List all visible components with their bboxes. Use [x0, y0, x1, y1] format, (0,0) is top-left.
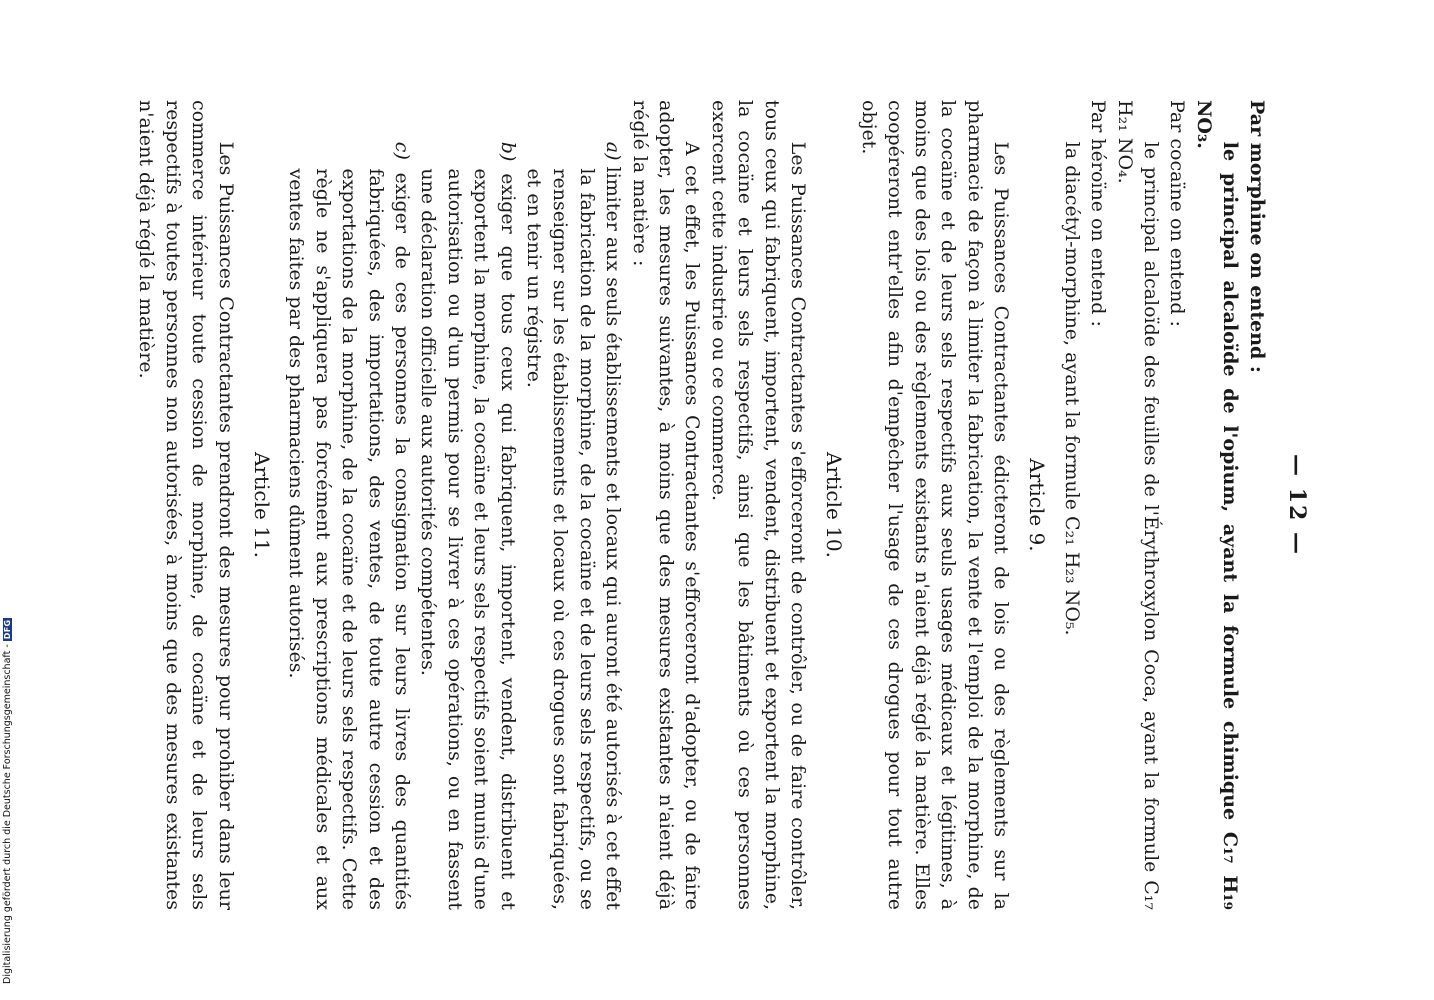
heroine-definition: la diacétyl-morphine, ayant la formule C₂₁ H₂₃ NO₅.: [1060, 141, 1083, 636]
article-10-item-a: [521, 142, 627, 910]
item-label: b): [496, 141, 519, 162]
item-text: exiger de ces personnes la consignation sur leurs livres des quantités fabriquées, des importations, des ventes, de toute autre cession et des exportations de la morphine, de la cocaïne et de leurs sels respectifs. Cette règle ne s'appliquera pas forcément aux prescriptions médicales et aux ventes faites par des pharmaciens dûment autorisés.: [285, 168, 413, 910]
item-label: a): [602, 141, 625, 161]
morphine-heading: Par morphine on entend :: [1245, 100, 1268, 373]
article-11-text: Les Puissances Contractantes prendront des mesures pour prohiber dans leur commerce intérieur toute cession de morphine, de cocaïne et de leurs sels respectifs à toutes personnes non autorisées, à moins que des mesures existantes n'aient déjà réglé la matière.: [135, 100, 237, 910]
article-10-paragraph-2: A cet effet, les Puissances Contractantes s'efforceront d'adopter, ou de faire adopter, les mesures suivantes, à moins que des mesures existantes n'aient déjà réglé la matière :: [628, 100, 704, 910]
cocaine-heading: Par cocaïne on entend :: [1166, 100, 1189, 327]
article-10-item-b: [415, 142, 521, 910]
item-label: c): [391, 141, 413, 160]
item-text: limiter aux seuls établissements et locaux qui auront été autorisés à cet effet la fabrication de la morphine, de la cocaïne et de leurs sels respectifs, ou se renseigner sur les établissements et locaux où ces drogues sont fabriquées, et en tenir un régistre.: [523, 166, 625, 911]
article-9-text: Les Puissances Contractantes édicteront de lois ou des règlements sur la pharmacie de façon à limiter la fabrication, la vente et l'emploi de la morphine, de la cocaïne et de leurs sels respectifs aux seuls usages médicaux et légitimes, à moins que des lois ou des règlements existants n'aient déjà réglé la matière. Elles coopéreront entr'elles afin d'empêcher l'usage de ces drogues pour tout autre objet.: [857, 100, 1012, 910]
page-number: — 12 —: [1284, 454, 1310, 556]
dfg-logo: DFG: [3, 619, 12, 640]
article-10-paragraph-1: Les Puissances Contractantes s'efforceront de contrôler, ou de faire contrôler, tous ceux qui fabriquent, importent, vendent, distribuent et exportent la morphine, la cocaïne et leurs sels respectifs, ainsi que les bâtiments où ces personnes exercent cette industrie ou ce commerce.: [707, 100, 810, 910]
article-9-title: Article 9.: [1025, 458, 1050, 552]
document-page: [135, 80, 1310, 930]
morphine-definition: le principal alcaloïde de l'opium, ayant la formule chimique C₁₇ H₁₉ NO₃.: [1192, 100, 1242, 910]
heroine-heading: Par héroïne on entend :: [1087, 100, 1110, 327]
credit-text: Digitalisierung gefördert durch die Deutsche Forschungsgemeinschaft -: [2, 644, 13, 984]
cocaine-definition: le principal alcaloïde des feuilles de l'Érythroxylon Coca, ayant la formule C₁₇ H₂₁ NO₄.: [1113, 100, 1162, 910]
digitization-credit: [2, 618, 13, 984]
article-11-title: Article 11.: [249, 451, 274, 559]
article-10-title: Article 10.: [822, 451, 847, 559]
item-text: exiger que tous ceux qui fabriquent, importent, vendent, distribuent et exportent la morphine, la cocaïne et leurs sels respectifs soient munis d'une autorisation ou d'un permis pour se livrer à ces opérations, ou en fassent une déclaration officielle aux autorités compétentes.: [417, 168, 519, 910]
article-10-item-c: [283, 142, 415, 910]
